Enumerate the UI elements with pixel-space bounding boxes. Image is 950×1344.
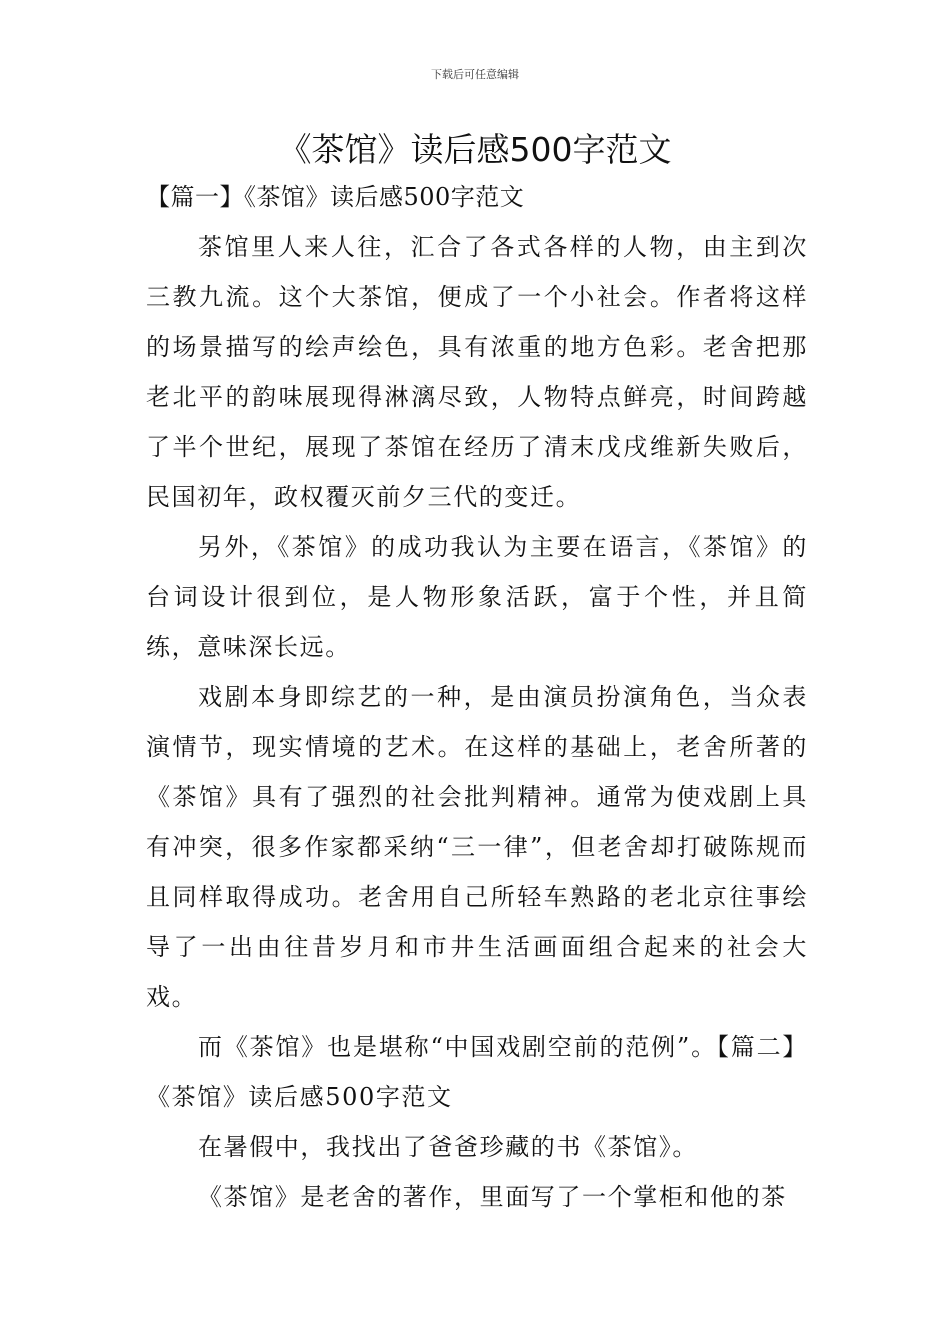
paragraph-6: 《茶馆》是老舍的著作，里面写了一个掌柜和他的茶 (198, 1183, 787, 1211)
section-heading-1: 【篇一】《茶馆》读后感500字范文 (146, 183, 525, 211)
header-note: 下载后可任意编辑 (431, 68, 519, 81)
paragraph-5: 在暑假中，我找出了爸爸珍藏的书《茶馆》。 (198, 1133, 698, 1161)
paragraph-4 (146, 1022, 808, 1122)
document-title: 《茶馆》读后感500字范文 (278, 130, 672, 169)
document-body (146, 172, 808, 1222)
paragraph-3: 戏剧本身即综艺的一种，是由演员扮演角色，当众表演情节，现实情境的艺术。在这样的基础上，老舍所著的《茶馆》具有了强烈的社会批判精神。通常为使戏剧上具有冲突，很多作家都采纳“三一律”，但老舍却打破陈规而且同样取得成功。老舍用自己所轻车熟路的老北京往事绘导了一出由往昔岁月和市井生活画面组合起来的社会大戏。 (146, 683, 808, 1011)
paragraph-2: 另外，《茶馆》的成功我认为主要在语言，《茶馆》的台词设计很到位，是人物形象活跃，富于个性，并且简练，意味深长远。 (146, 533, 808, 661)
paragraph-4-text: 而《茶馆》也是堪称“中国戏剧空前的范例”。 (198, 1033, 717, 1061)
section-heading-2: 【篇二】《茶馆》读后感500字范文 (146, 1033, 809, 1111)
paragraph-1: 茶馆里人来人往，汇合了各式各样的人物，由主到次三教九流。这个大茶馆，便成了一个小社会。作者将这样的场景描写的绘声绘色，具有浓重的地方色彩。老舍把那老北平的韵味展现得淋漓尽致，人物特点鲜亮，时间跨越了半个世纪，展现了茶馆在经历了清末戊戌维新失败后，民国初年，政权覆灭前夕三代的变迁。 (146, 233, 808, 511)
